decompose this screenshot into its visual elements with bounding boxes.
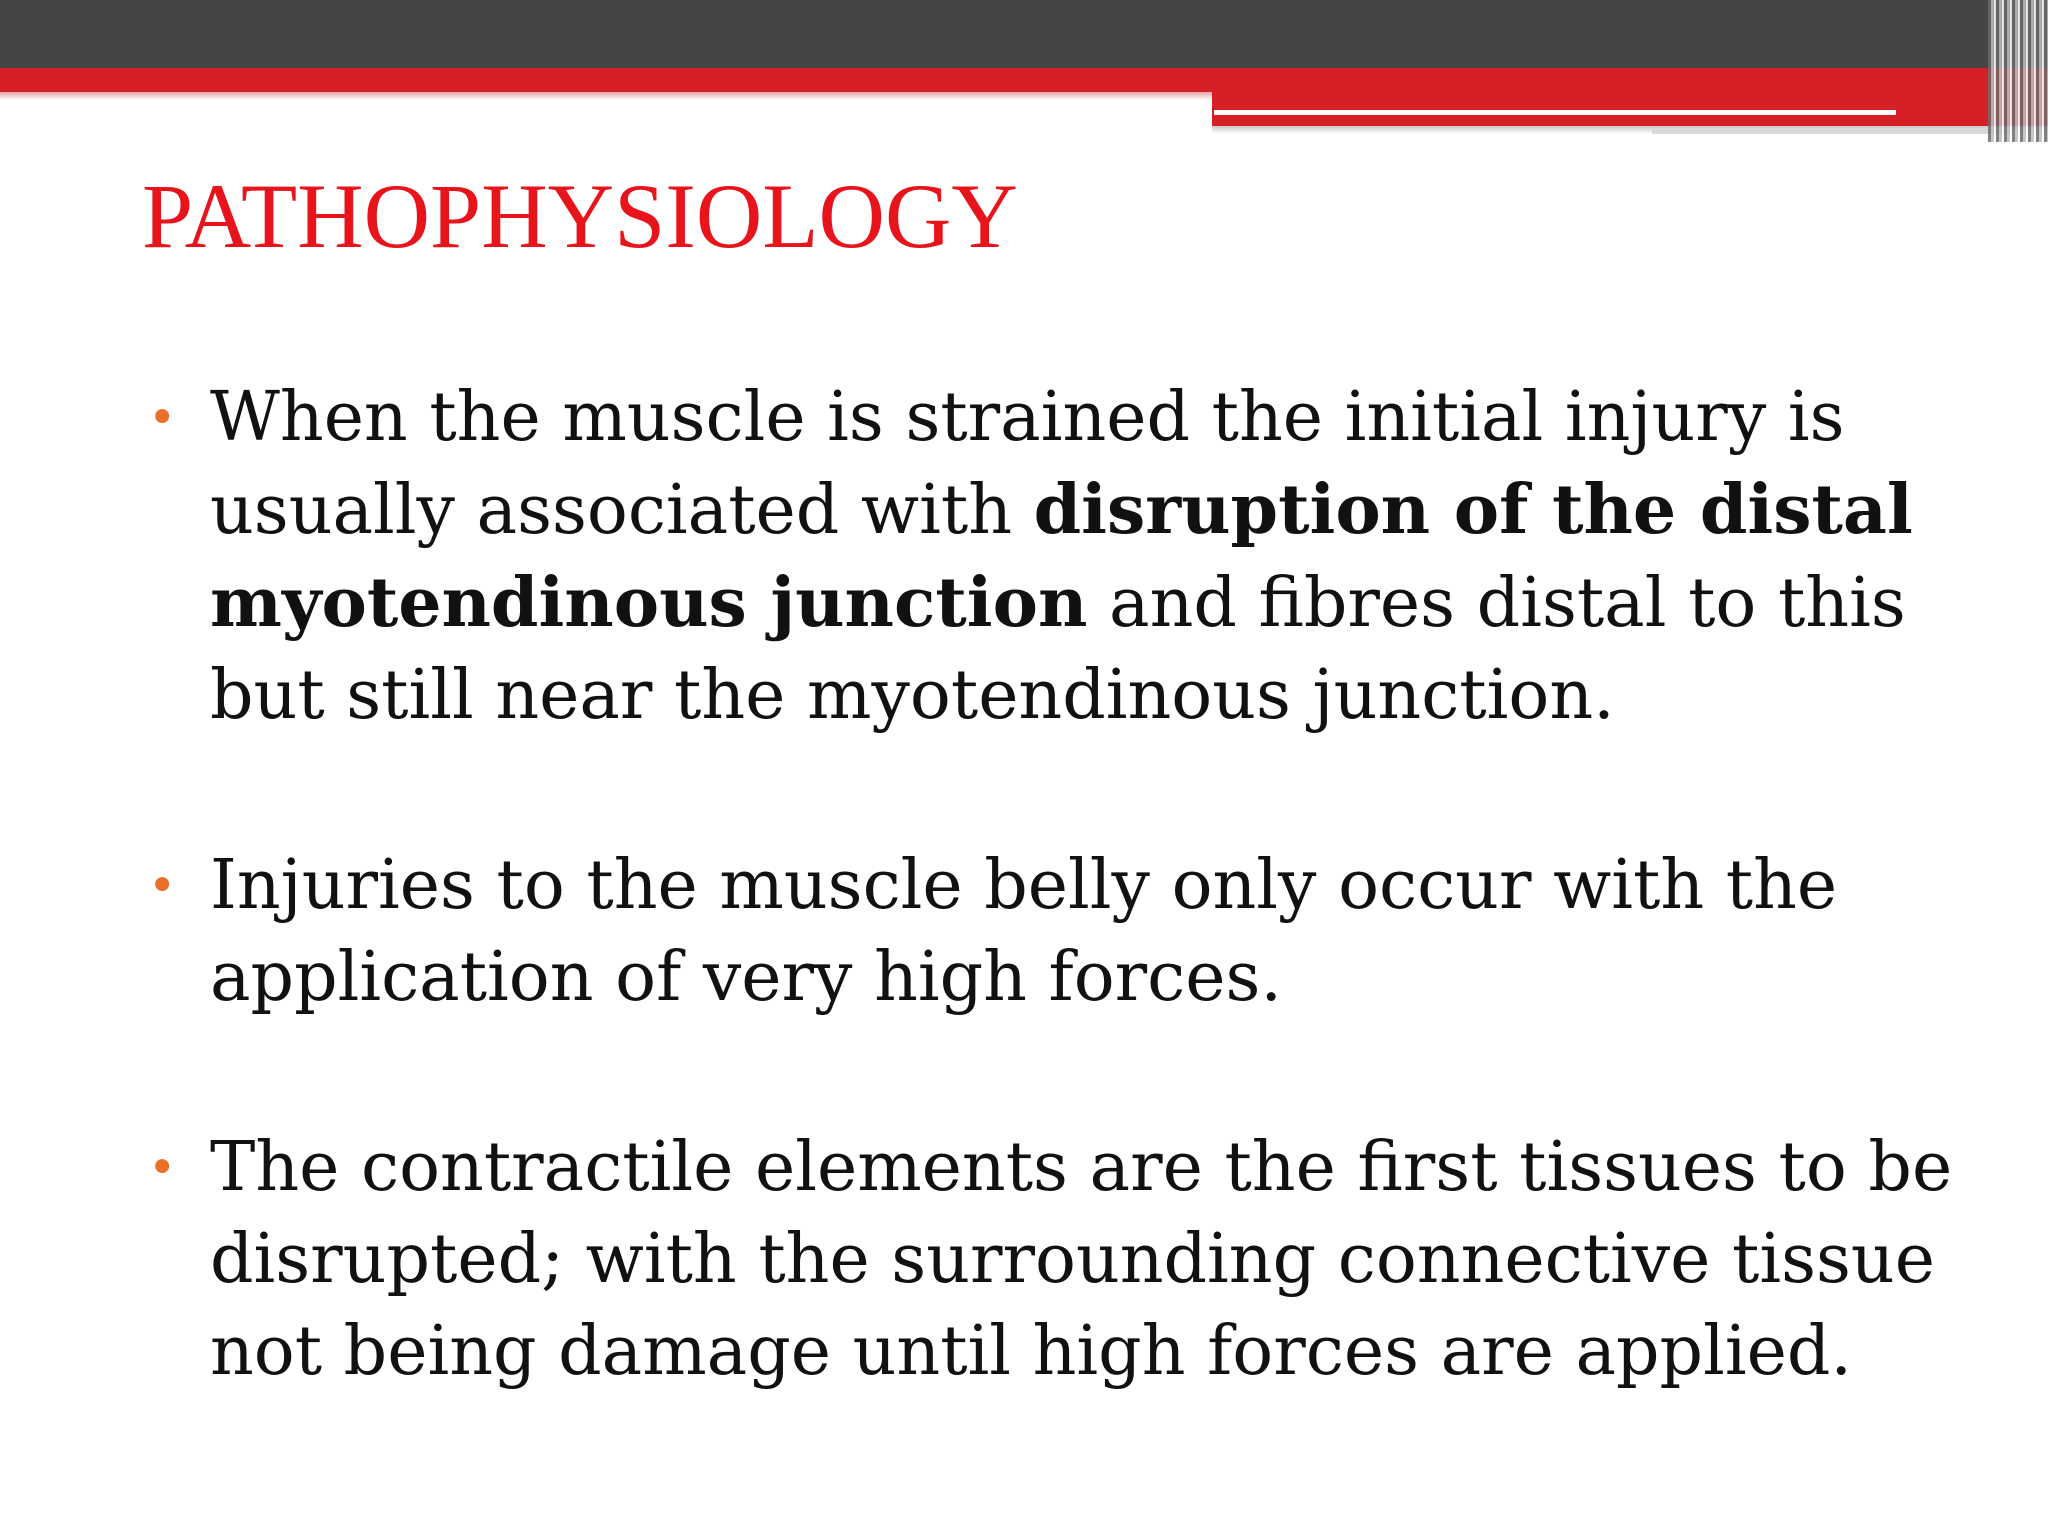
bullet-text: Injuries to the muscle belly only occur with the application of very high forces. [210, 846, 1838, 1017]
header-accent-line-secondary [1652, 129, 2012, 134]
bullet-text [210, 378, 1913, 735]
slide-title: PATHOPHYSIOLOGY [142, 165, 1018, 267]
header-shadow [0, 92, 1212, 100]
bullet-icon: • [148, 858, 177, 914]
bullet-item [148, 840, 2008, 1024]
header-dark-band [0, 0, 2048, 68]
bullet-item [148, 372, 2008, 742]
bullet-segment: and fibres distal to this but still near the myotendinous junction. [210, 564, 1906, 735]
bullet-item [148, 1122, 2008, 1398]
bullet-list [148, 372, 2008, 1398]
bullet-text: The contractile elements are the first tissues to be disrupted; with the surrounding connective tissue not being damage until high forces are applied. [210, 1128, 1953, 1391]
header-accent-line [1214, 110, 1896, 115]
bullet-icon: • [148, 390, 177, 446]
header-red-band [0, 68, 2048, 92]
bullet-segment-bold: disruption of the distal myotendinous junction [210, 470, 1913, 643]
bullet-segment: When the muscle is strained the initial injury is usually associated with [210, 378, 1845, 550]
header-red-step [1212, 92, 2048, 126]
header-side-stripes [1988, 0, 2048, 142]
bullet-icon: • [148, 1140, 177, 1196]
